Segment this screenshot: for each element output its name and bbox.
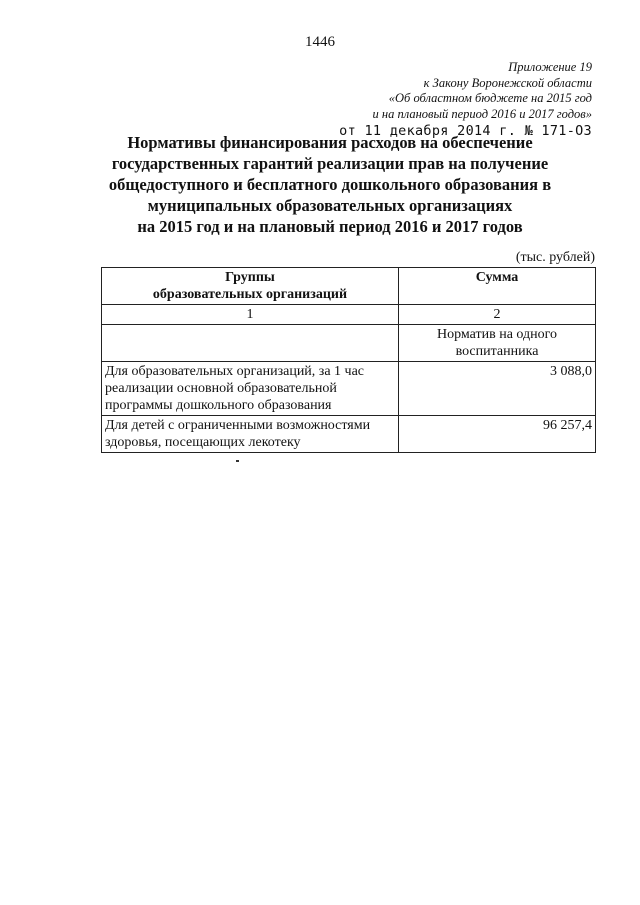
header-sum: Сумма	[399, 268, 596, 305]
appendix-law-title-line1: «Об областном бюджете на 2015 год	[388, 91, 592, 105]
appendix-label: Приложение 19	[508, 60, 592, 74]
title-line: общедоступного и бесплатного дошкольного образования в	[108, 175, 552, 194]
column-number-row	[102, 305, 596, 325]
subheader-norm-per-child: Норматив на одного воспитанника	[399, 325, 596, 362]
scan-speck	[236, 460, 239, 462]
page-number: 1446	[305, 34, 335, 50]
units-label: (тыс. рублей)	[515, 250, 595, 265]
column-number-1: 1	[102, 305, 399, 325]
header-groups-line1: Группы	[225, 270, 275, 285]
appendix-law-reference: к Закону Воронежской области	[423, 75, 592, 90]
subheader-row	[102, 325, 596, 362]
table-row	[102, 362, 596, 416]
column-number-2: 2	[399, 305, 596, 325]
appendix-law-title-line2: и на плановый период 2016 и 2017 годов»	[372, 106, 592, 121]
appendix-date-number: от 11 декабря 2014 г. № 171-ОЗ	[339, 123, 592, 139]
title-line: государственных гарантий реализации прав на получение	[111, 154, 549, 173]
subheader-empty-cell	[102, 325, 399, 362]
table-header-row	[102, 268, 596, 305]
document-title	[90, 132, 570, 237]
row-value-cell: 96 257,4	[399, 416, 596, 453]
norms-table	[101, 267, 596, 453]
header-groups-line2: образовательных организаций	[152, 287, 348, 302]
row-group-cell: Для детей с ограниченными возможностями здоровья, посещающих лекотеку	[102, 416, 399, 453]
header-groups	[102, 268, 399, 305]
row-group-cell: Для образовательных организаций, за 1 час реализации основной образовательной программы дошкольного образования	[102, 362, 399, 416]
title-line: на 2015 год и на плановый период 2016 и 2017 годов	[137, 217, 523, 236]
table-row	[102, 416, 596, 453]
title-line: муниципальных образовательных организациях	[147, 196, 513, 215]
row-value-cell: 3 088,0	[399, 362, 596, 416]
appendix-block	[339, 60, 592, 140]
title-line: Нормативы финансирования расходов на обеспечение	[127, 133, 533, 152]
